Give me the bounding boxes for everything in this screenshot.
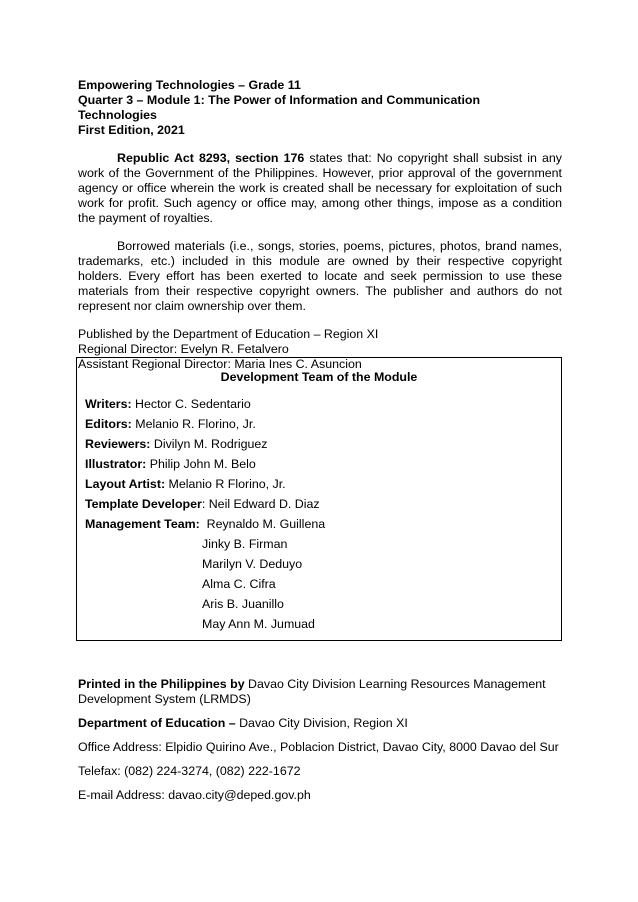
team-value: Hector C. Sedentario — [131, 397, 251, 411]
team-label: Writers: — [85, 397, 132, 411]
team-label: Template Developer — [85, 497, 202, 511]
copyright-law-reference: Republic Act 8293, section 176 — [117, 151, 305, 165]
team-row-template-developer — [85, 497, 325, 517]
team-label: Illustrator: — [85, 457, 147, 471]
footer-info — [78, 677, 562, 812]
printed-by-label: Printed in the Philippines by — [78, 677, 245, 691]
team-row-management — [85, 517, 325, 537]
management-member: Jinky B. Firman — [202, 537, 288, 551]
development-team-box — [76, 357, 562, 641]
borrowed-materials-notice: Borrowed materials (i.e., songs, stories, poems, pictures, photos, brand names, trademarks, etc.) included in this module are owned by their respective copyright holders. Every effort has been exerted to locate and seek permission to use these materials from their respective copyright owners. The publisher and authors do not represent nor claim ownership over them. — [78, 239, 562, 313]
publisher-line: Published by the Department of Education – Region XI — [78, 327, 379, 341]
department-line — [78, 716, 562, 731]
front-matter — [78, 78, 562, 372]
development-team-list — [85, 397, 325, 637]
module-subject-title: Empowering Technologies – Grade 11 — [78, 78, 301, 92]
team-row-editors — [85, 417, 325, 437]
office-address: Office Address: Elpidio Quirino Ave., Poblacion District, Davao City, 8000 Davao del Sur — [78, 740, 559, 754]
team-value: Reynaldo M. Guillena — [199, 517, 326, 531]
assistant-regional-director: Assistant Regional Director: Maria Ines C. Asuncion — [78, 357, 362, 371]
printed-by-text: Davao City Division Learning Resources Management Development System (LRMDS) — [78, 677, 546, 706]
team-value: : Neil Edward D. Diaz — [201, 497, 320, 511]
printed-by — [78, 677, 562, 707]
copyright-notice — [78, 151, 562, 226]
edition: First Edition, 2021 — [78, 123, 185, 137]
management-member: Marilyn V. Deduyo — [202, 557, 303, 571]
regional-director: Regional Director: Evelyn R. Fetalvero — [78, 342, 289, 356]
copyright-text: states that: No copyright shall subsist in any work of the Government of the Philippines. However, prior approval of the government agency or office wherein the work is created shall be necessary for exploitation of such work for profit. Such agency or office may, among other things, impose as a condition the payment of royalties. — [78, 151, 563, 225]
team-row-illustrator — [85, 457, 325, 477]
management-member: Alma C. Cifra — [202, 577, 276, 591]
department-label: Department of Education – — [78, 716, 236, 730]
team-label: Layout Artist: — [85, 477, 166, 491]
team-row-reviewers — [85, 437, 325, 457]
module-title: Quarter 3 – Module 1: The Power of Information and Communication Technologies — [78, 93, 481, 122]
management-member: May Ann M. Jumuad — [202, 617, 315, 631]
team-label: Management Team: — [85, 517, 200, 531]
development-team-title: Development Team of the Module — [220, 370, 418, 384]
team-row-layout-artist — [85, 477, 325, 497]
team-value: Melanio R Florino, Jr. — [165, 477, 286, 491]
team-label: Editors: — [85, 417, 132, 431]
email-address: E-mail Address: davao.city@deped.gov.ph — [78, 788, 311, 802]
team-value: Divilyn M. Rodriguez — [150, 437, 268, 451]
team-row-writers — [85, 397, 325, 417]
telefax: Telefax: (082) 224-3274, (082) 222-1672 — [78, 764, 301, 778]
management-member: Aris B. Juanillo — [202, 597, 284, 611]
team-value: Melanio R. Florino, Jr. — [131, 417, 256, 431]
department-text: Davao City Division, Region XI — [235, 716, 408, 730]
team-label: Reviewers: — [85, 437, 151, 451]
team-value: Philip John M. Belo — [146, 457, 256, 471]
